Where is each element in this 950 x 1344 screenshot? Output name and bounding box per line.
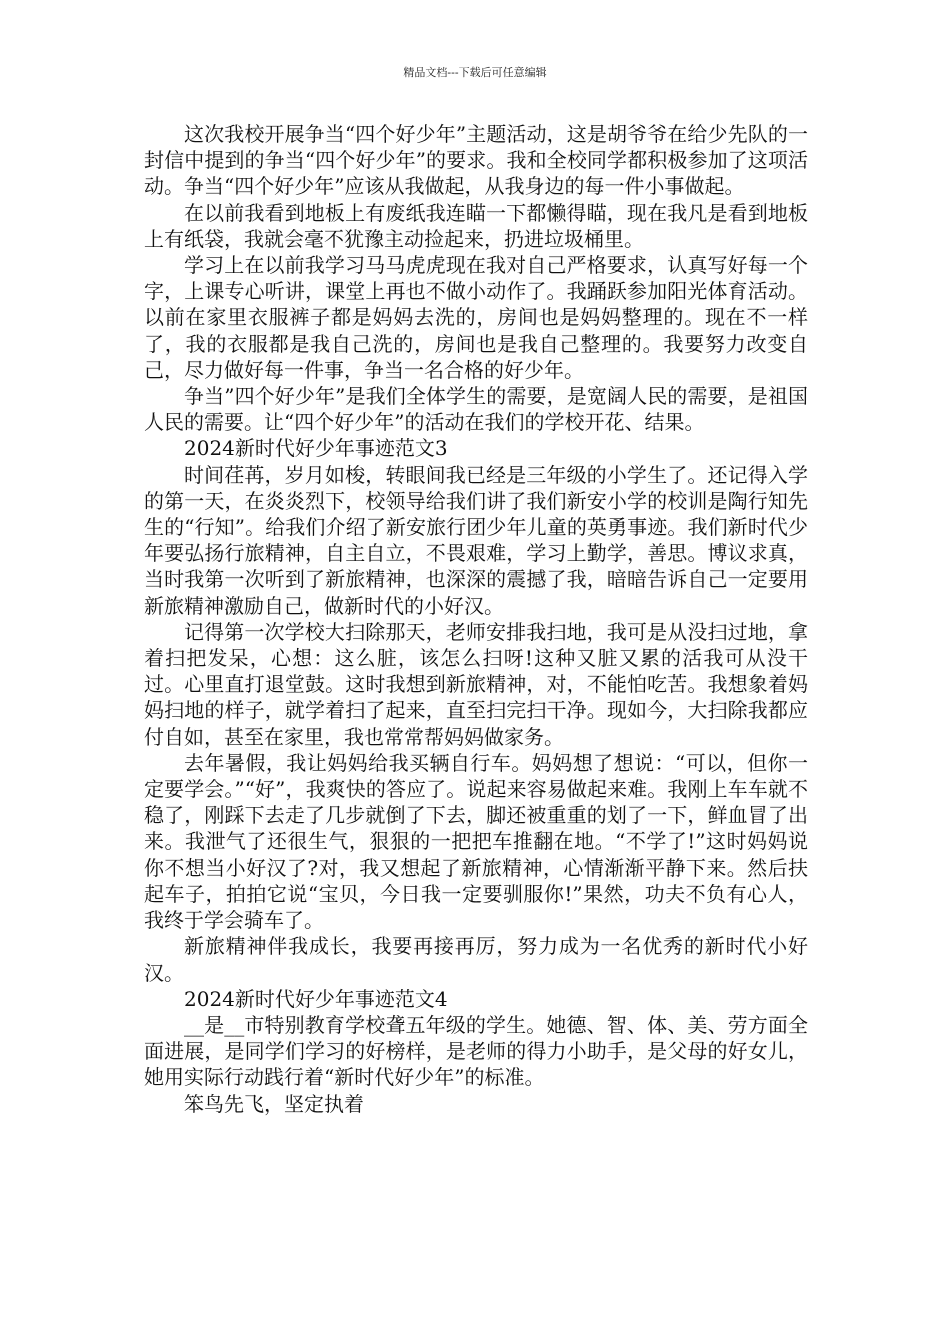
paragraph: 笨鸟先飞，坚定执着 [184,1091,364,1116]
section-heading: 2024新时代好少年事迹范文4 [184,986,448,1011]
paragraph: __是__市特别教育学校聋五年级的学生。她德、智、体、美、劳方面全面进展，是同学们学习的好榜样，是老师的得力小助手，是父母的好女儿，她用实际行动践行着“新时代好少年”的标准。 [144,1012,808,1090]
paragraph: 学习上在以前我学习马马虎虎现在我对自己严格要求，认真写好每一个字，上课专心听讲，课堂上再也不做小动作了。我踊跃参加阳光体育活动。以前在家里衣服裤子都是妈妈去洗的，房间也是妈妈整理的。现在不一样了，我的衣服都是我自己洗的，房间也是我自己整理的。我要努力改变自己，尽力做好每一件事，争当一名合格的好少年。 [144,253,808,382]
paragraph: 时间荏苒，岁月如梭，转眼间我已经是三年级的小学生了。还记得入学的第一天，在炎炎烈下，校领导给我们讲了我们新安小学的校训是陶行知先生的“行知”。给我们介绍了新安旅行团少年儿童的英勇事迹。我们新时代少年要弘扬行旅精神，自主自立，不畏艰难，学习上勤学，善思。博议求真，当时我第一次听到了新旅精神，也深深的震撼了我，暗暗告诉自己一定要用新旅精神激励自己，做新时代的小好汉。 [144,462,808,618]
paragraph: 去年暑假，我让妈妈给我买辆自行车。妈妈想了想说：“可以，但你一定要学会。”“好”，我爽快的答应了。说起来容易做起来难。我刚上车车就不稳了，刚踩下去走了几步就倒了下去，脚还被重重的划了一下，鲜血冒了出来。我泄气了还很生气，狠狠的一把把车推翻在地。“不学了!”这时妈妈说你不想当小好汉了?对，我又想起了新旅精神，心情渐渐平静下来。然后扶起车子，拍拍它说“宝贝，今日我一定要驯服你!”果然，功夫不负有心人，我终于学会骑车了。 [144,750,808,933]
page-header: 精品文档---下载后可任意编辑 [403,66,547,79]
section-heading: 2024新时代好少年事迹范文3 [184,436,448,461]
paragraph: 在以前我看到地板上有废纸我连瞄一下都懒得瞄，现在我凡是看到地板上有纸袋，我就会毫不犹豫主动捡起来，扔进垃圾桶里。 [144,200,808,251]
paragraph: 这次我校开展争当“四个好少年”主题活动，这是胡爷爷在给少先队的一封信中提到的争当“四个好少年”的要求。我和全校同学都积极参加了这项活动。争当“四个好少年”应该从我做起，从我身边的每一件小事做起。 [144,122,808,199]
paragraph: 争当”四个好少年”是我们全体学生的需要，是宽阔人民的需要，是祖国人民的需要。让“四个好少年”的活动在我们的学校开花、结果。 [144,384,808,435]
document-body [144,121,808,1117]
paragraph: 新旅精神伴我成长，我要再接再厉，努力成为一名优秀的新时代小好汉。 [144,934,808,985]
paragraph: 记得第一次学校大扫除那天，老师安排我扫地，我可是从没扫过地，拿着扫把发呆，心想：这么脏，该怎么扫呀!这种又脏又累的活我可从没干过。心里直打退堂鼓。这时我想到新旅精神，对，不能怕吃苦。我想象着妈妈扫地的样子，就学着扫了起来，直至扫完扫干净。现如今，大扫除我都应付自如，甚至在家里，我也常常帮妈妈做家务。 [144,619,808,749]
